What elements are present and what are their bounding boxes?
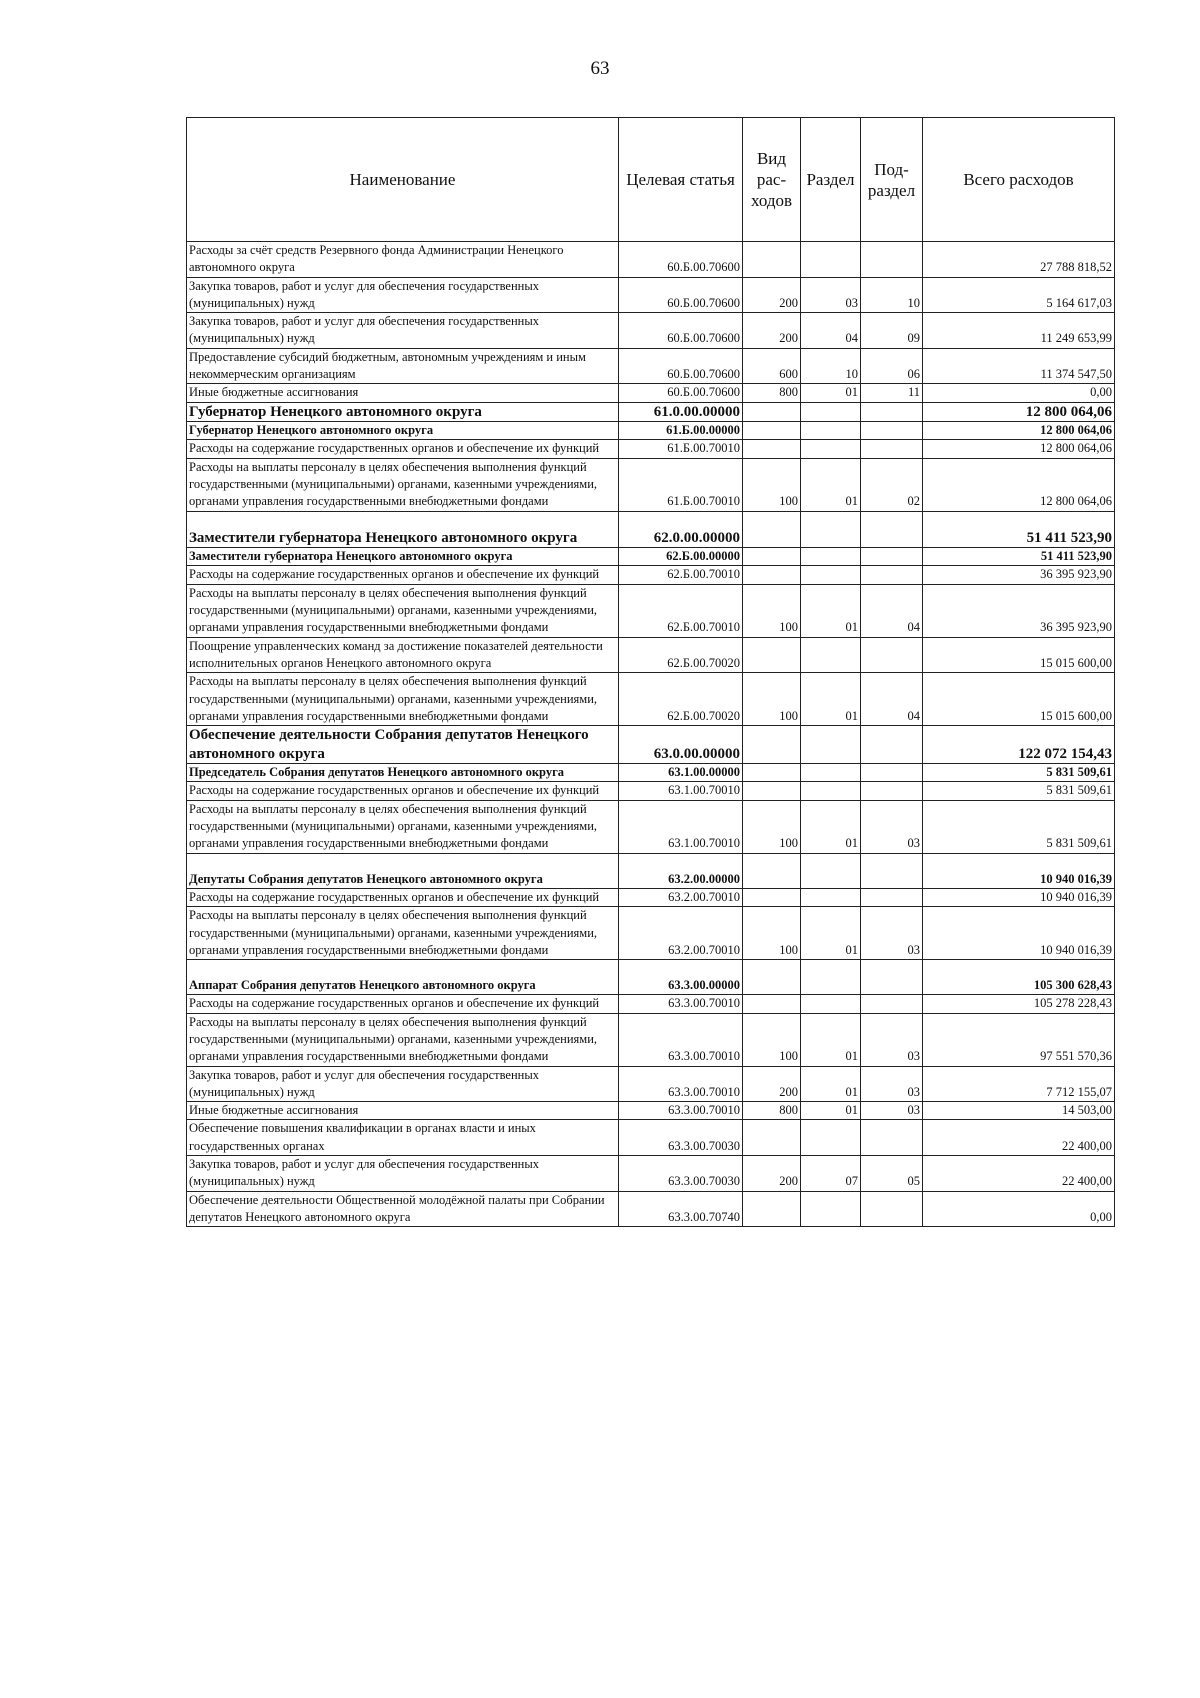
- total-cell: 12 800 064,06: [923, 440, 1115, 458]
- table-row: [187, 548, 1115, 566]
- target-article-cell: 60.Б.00.70600: [619, 242, 743, 278]
- section-cell: 01: [801, 800, 861, 853]
- expense-kind-cell: 100: [743, 584, 801, 637]
- table-row: [187, 242, 1115, 278]
- table-row: [187, 782, 1115, 800]
- name-cell: Расходы на выплаты персоналу в целях обеспечения выполнения функций государственными (муниципальными) органами, казенными учреждениями, органами управления государственными внебюджетными фондами: [187, 673, 619, 726]
- expense-kind-cell: [743, 853, 801, 888]
- expense-kind-cell: [743, 440, 801, 458]
- subsection-cell: [861, 402, 923, 422]
- section-cell: 04: [801, 313, 861, 349]
- expense-kind-cell: [743, 888, 801, 906]
- table-row: [187, 1191, 1115, 1227]
- total-cell: 10 940 016,39: [923, 907, 1115, 960]
- target-article-cell: 63.3.00.70030: [619, 1120, 743, 1156]
- target-article-cell: 63.3.00.70030: [619, 1156, 743, 1192]
- subsection-cell: 03: [861, 1066, 923, 1102]
- table-row: [187, 907, 1115, 960]
- name-cell: Расходы на выплаты персоналу в целях обеспечения выполнения функций государственными (муниципальными) органами, казенными учреждениями, органами управления государственными внебюджетными фондами: [187, 458, 619, 511]
- table-row: [187, 348, 1115, 384]
- name-cell: Расходы на содержание государственных органов и обеспечение их функций: [187, 566, 619, 584]
- target-article-cell: 63.3.00.70010: [619, 1013, 743, 1066]
- target-article-cell: 63.3.00.70010: [619, 1102, 743, 1120]
- section-cell: [801, 637, 861, 673]
- subsection-cell: [861, 782, 923, 800]
- table-row: [187, 637, 1115, 673]
- total-cell: 11 374 547,50: [923, 348, 1115, 384]
- header-target-article: Целевая статья: [619, 118, 743, 242]
- subsection-cell: [861, 637, 923, 673]
- target-article-cell: 60.Б.00.70600: [619, 384, 743, 402]
- expense-kind-cell: 100: [743, 458, 801, 511]
- name-cell: Расходы за счёт средств Резервного фонда Администрации Ненецкого автономного округа: [187, 242, 619, 278]
- total-cell: 97 551 570,36: [923, 1013, 1115, 1066]
- expense-kind-cell: [743, 764, 801, 782]
- section-cell: 01: [801, 384, 861, 402]
- section-cell: [801, 726, 861, 764]
- table-row: [187, 422, 1115, 440]
- target-article-cell: 63.2.00.70010: [619, 888, 743, 906]
- target-article-cell: 62.Б.00.70020: [619, 673, 743, 726]
- table-row: [187, 995, 1115, 1013]
- target-article-cell: 63.0.00.00000: [619, 726, 743, 764]
- target-article-cell: 60.Б.00.70600: [619, 313, 743, 349]
- name-cell: Расходы на содержание государственных органов и обеспечение их функций: [187, 782, 619, 800]
- name-cell: Расходы на выплаты персоналу в целях обеспечения выполнения функций государственными (муниципальными) органами, казенными учреждениями, органами управления государственными внебюджетными фондами: [187, 907, 619, 960]
- expense-kind-cell: [743, 548, 801, 566]
- name-cell: Расходы на содержание государственных органов и обеспечение их функций: [187, 888, 619, 906]
- expense-kind-cell: 100: [743, 907, 801, 960]
- target-article-cell: 60.Б.00.70600: [619, 277, 743, 313]
- section-cell: [801, 440, 861, 458]
- target-article-cell: 62.Б.00.70010: [619, 584, 743, 637]
- expense-kind-cell: 100: [743, 673, 801, 726]
- table-row: [187, 313, 1115, 349]
- subsection-cell: [861, 548, 923, 566]
- section-cell: [801, 888, 861, 906]
- subsection-cell: 03: [861, 1013, 923, 1066]
- subsection-cell: [861, 888, 923, 906]
- target-article-cell: 62.0.00.00000: [619, 511, 743, 548]
- name-cell: Обеспечение деятельности Общественной молодёжной палаты при Собрании депутатов Ненецкого автономного округа: [187, 1191, 619, 1227]
- subsection-cell: [861, 853, 923, 888]
- expense-kind-cell: 200: [743, 1066, 801, 1102]
- section-cell: [801, 995, 861, 1013]
- expense-kind-cell: [743, 726, 801, 764]
- target-article-cell: 62.Б.00.00000: [619, 548, 743, 566]
- total-cell: 10 940 016,39: [923, 888, 1115, 906]
- expense-kind-cell: 100: [743, 1013, 801, 1066]
- section-cell: [801, 1191, 861, 1227]
- total-cell: 22 400,00: [923, 1120, 1115, 1156]
- expense-kind-cell: 800: [743, 384, 801, 402]
- target-article-cell: 63.3.00.00000: [619, 960, 743, 995]
- name-cell: Губернатор Ненецкого автономного округа: [187, 402, 619, 422]
- name-cell: Расходы на выплаты персоналу в целях обеспечения выполнения функций государственными (муниципальными) органами, казенными учреждениями, органами управления государственными внебюджетными фондами: [187, 584, 619, 637]
- header-subsection: Под- раздел: [861, 118, 923, 242]
- expense-kind-cell: 200: [743, 277, 801, 313]
- total-cell: 15 015 600,00: [923, 637, 1115, 673]
- subsection-cell: 03: [861, 907, 923, 960]
- table-row: [187, 1102, 1115, 1120]
- subsection-cell: 03: [861, 1102, 923, 1120]
- table-row: [187, 853, 1115, 888]
- expense-kind-cell: [743, 402, 801, 422]
- target-article-cell: 60.Б.00.70600: [619, 348, 743, 384]
- subsection-cell: [861, 726, 923, 764]
- section-cell: [801, 853, 861, 888]
- section-cell: [801, 764, 861, 782]
- table-row: [187, 960, 1115, 995]
- name-cell: Закупка товаров, работ и услуг для обеспечения государственных (муниципальных) нужд: [187, 1066, 619, 1102]
- total-cell: 7 712 155,07: [923, 1066, 1115, 1102]
- section-cell: [801, 548, 861, 566]
- subsection-cell: 05: [861, 1156, 923, 1192]
- name-cell: Закупка товаров, работ и услуг для обеспечения государственных (муниципальных) нужд: [187, 277, 619, 313]
- header-row: [187, 118, 1115, 242]
- subsection-cell: 04: [861, 584, 923, 637]
- name-cell: Закупка товаров, работ и услуг для обеспечения государственных (муниципальных) нужд: [187, 1156, 619, 1192]
- table-row: [187, 726, 1115, 764]
- section-cell: [801, 782, 861, 800]
- section-cell: 01: [801, 1102, 861, 1120]
- subsection-cell: 02: [861, 458, 923, 511]
- table-row: [187, 1066, 1115, 1102]
- name-cell: Иные бюджетные ассигнования: [187, 384, 619, 402]
- target-article-cell: 62.Б.00.70020: [619, 637, 743, 673]
- table-row: [187, 888, 1115, 906]
- total-cell: 12 800 064,06: [923, 458, 1115, 511]
- name-cell: Обеспечение повышения квалификации в органах власти и иных государственных органах: [187, 1120, 619, 1156]
- expense-kind-cell: 600: [743, 348, 801, 384]
- expense-kind-cell: [743, 1191, 801, 1227]
- name-cell: Расходы на содержание государственных органов и обеспечение их функций: [187, 440, 619, 458]
- total-cell: 5 164 617,03: [923, 277, 1115, 313]
- expense-kind-cell: [743, 995, 801, 1013]
- total-cell: 51 411 523,90: [923, 548, 1115, 566]
- section-cell: [801, 242, 861, 278]
- expense-kind-cell: [743, 422, 801, 440]
- subsection-cell: [861, 764, 923, 782]
- name-cell: Предоставление субсидий бюджетным, автономным учреждениям и иным некоммерческим организациям: [187, 348, 619, 384]
- name-cell: Иные бюджетные ассигнования: [187, 1102, 619, 1120]
- subsection-cell: [861, 242, 923, 278]
- table-row: [187, 764, 1115, 782]
- section-cell: [801, 566, 861, 584]
- section-cell: [801, 1120, 861, 1156]
- total-cell: 27 788 818,52: [923, 242, 1115, 278]
- table-row: [187, 1013, 1115, 1066]
- name-cell: Поощрение управленческих команд за достижение показателей деятельности исполнительных органов Ненецкого автономного округа: [187, 637, 619, 673]
- subsection-cell: [861, 422, 923, 440]
- table-row: [187, 440, 1115, 458]
- name-cell: Депутаты Собрания депутатов Ненецкого автономного округа: [187, 853, 619, 888]
- target-article-cell: 63.1.00.00000: [619, 764, 743, 782]
- section-cell: [801, 511, 861, 548]
- total-cell: 105 278 228,43: [923, 995, 1115, 1013]
- total-cell: 0,00: [923, 1191, 1115, 1227]
- subsection-cell: [861, 440, 923, 458]
- section-cell: 01: [801, 584, 861, 637]
- table-row: [187, 458, 1115, 511]
- name-cell: Заместители губернатора Ненецкого автономного округа: [187, 511, 619, 548]
- total-cell: 12 800 064,06: [923, 402, 1115, 422]
- target-article-cell: 62.Б.00.70010: [619, 566, 743, 584]
- total-cell: 15 015 600,00: [923, 673, 1115, 726]
- total-cell: 5 831 509,61: [923, 782, 1115, 800]
- name-cell: Расходы на содержание государственных органов и обеспечение их функций: [187, 995, 619, 1013]
- expense-kind-cell: [743, 960, 801, 995]
- section-cell: [801, 402, 861, 422]
- expense-kind-cell: [743, 637, 801, 673]
- total-cell: 36 395 923,90: [923, 566, 1115, 584]
- subsection-cell: 06: [861, 348, 923, 384]
- total-cell: 10 940 016,39: [923, 853, 1115, 888]
- subsection-cell: [861, 511, 923, 548]
- table-row: [187, 402, 1115, 422]
- total-cell: 14 503,00: [923, 1102, 1115, 1120]
- name-cell: Расходы на выплаты персоналу в целях обеспечения выполнения функций государственными (муниципальными) органами, казенными учреждениями, органами управления государственными внебюджетными фондами: [187, 1013, 619, 1066]
- table-row: [187, 673, 1115, 726]
- total-cell: 105 300 628,43: [923, 960, 1115, 995]
- subsection-cell: 09: [861, 313, 923, 349]
- table-row: [187, 566, 1115, 584]
- page-number: 63: [590, 58, 610, 79]
- table-row: [187, 384, 1115, 402]
- total-cell: 22 400,00: [923, 1156, 1115, 1192]
- section-cell: 01: [801, 1066, 861, 1102]
- target-article-cell: 63.3.00.70010: [619, 995, 743, 1013]
- total-cell: 122 072 154,43: [923, 726, 1115, 764]
- name-cell: Обеспечение деятельности Собрания депутатов Ненецкого автономного округа: [187, 726, 619, 764]
- target-article-cell: 63.1.00.70010: [619, 800, 743, 853]
- target-article-cell: 61.Б.00.70010: [619, 440, 743, 458]
- expense-kind-cell: 100: [743, 800, 801, 853]
- name-cell: Губернатор Ненецкого автономного округа: [187, 422, 619, 440]
- expense-kind-cell: [743, 566, 801, 584]
- table-row: [187, 584, 1115, 637]
- total-cell: 5 831 509,61: [923, 764, 1115, 782]
- target-article-cell: 63.3.00.70740: [619, 1191, 743, 1227]
- total-cell: 0,00: [923, 384, 1115, 402]
- section-cell: 01: [801, 458, 861, 511]
- target-article-cell: 63.2.00.70010: [619, 907, 743, 960]
- expense-kind-cell: 200: [743, 313, 801, 349]
- budget-table: [186, 117, 1115, 1227]
- name-cell: Расходы на выплаты персоналу в целях обеспечения выполнения функций государственными (муниципальными) органами, казенными учреждениями, органами управления государственными внебюджетными фондами: [187, 800, 619, 853]
- table-row: [187, 511, 1115, 548]
- subsection-cell: [861, 566, 923, 584]
- name-cell: Аппарат Собрания депутатов Ненецкого автономного округа: [187, 960, 619, 995]
- total-cell: 51 411 523,90: [923, 511, 1115, 548]
- table-row: [187, 277, 1115, 313]
- expense-kind-cell: [743, 782, 801, 800]
- subsection-cell: [861, 1191, 923, 1227]
- expense-kind-cell: 800: [743, 1102, 801, 1120]
- section-cell: 10: [801, 348, 861, 384]
- total-cell: 5 831 509,61: [923, 800, 1115, 853]
- header-total: Всего расходов: [923, 118, 1115, 242]
- section-cell: 01: [801, 1013, 861, 1066]
- target-article-cell: 63.3.00.70010: [619, 1066, 743, 1102]
- subsection-cell: 10: [861, 277, 923, 313]
- table-row: [187, 1156, 1115, 1192]
- target-article-cell: 61.Б.00.00000: [619, 422, 743, 440]
- section-cell: [801, 960, 861, 995]
- target-article-cell: 61.Б.00.70010: [619, 458, 743, 511]
- header-expense-kind: Вид рас- ходов: [743, 118, 801, 242]
- expense-kind-cell: [743, 242, 801, 278]
- table-row: [187, 1120, 1115, 1156]
- expense-kind-cell: [743, 1120, 801, 1156]
- subsection-cell: [861, 960, 923, 995]
- section-cell: 01: [801, 673, 861, 726]
- name-cell: Заместители губернатора Ненецкого автономного округа: [187, 548, 619, 566]
- section-cell: 03: [801, 277, 861, 313]
- target-article-cell: 61.0.00.00000: [619, 402, 743, 422]
- name-cell: Закупка товаров, работ и услуг для обеспечения государственных (муниципальных) нужд: [187, 313, 619, 349]
- section-cell: 01: [801, 907, 861, 960]
- name-cell: Председатель Собрания депутатов Ненецкого автономного округа: [187, 764, 619, 782]
- header-name: Наименование: [187, 118, 619, 242]
- total-cell: 12 800 064,06: [923, 422, 1115, 440]
- section-cell: [801, 422, 861, 440]
- table-row: [187, 800, 1115, 853]
- expense-kind-cell: 200: [743, 1156, 801, 1192]
- header-section: Раздел: [801, 118, 861, 242]
- subsection-cell: [861, 1120, 923, 1156]
- subsection-cell: [861, 995, 923, 1013]
- subsection-cell: 11: [861, 384, 923, 402]
- section-cell: 07: [801, 1156, 861, 1192]
- subsection-cell: 04: [861, 673, 923, 726]
- total-cell: 36 395 923,90: [923, 584, 1115, 637]
- target-article-cell: 63.1.00.70010: [619, 782, 743, 800]
- expense-kind-cell: [743, 511, 801, 548]
- total-cell: 11 249 653,99: [923, 313, 1115, 349]
- subsection-cell: 03: [861, 800, 923, 853]
- target-article-cell: 63.2.00.00000: [619, 853, 743, 888]
